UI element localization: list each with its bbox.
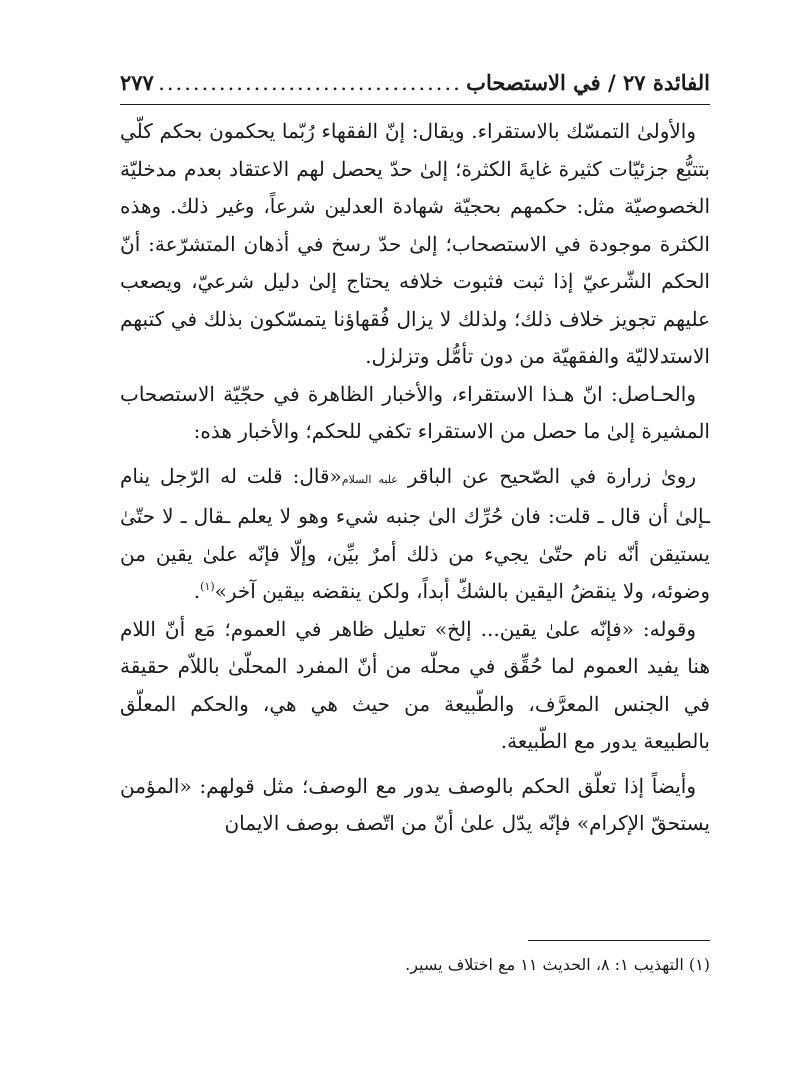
quoted-narration: «قال: قلت له الرّجل ينام ـإلىٰ أن قال ـ قلت: فان حُرِّك الىٰ جنبه شيء وهو لا يعلم ـقال ـ لا حتّىٰ يستيقن أنّه نام حتّىٰ يجيء من ذلك أمرٌ بيِّن، وإلّا فإنّه علىٰ يقين من وضوئه، ولا ينقضُ اليقين بالشكّ أبداً، ولكن ينقضه بيقين آخر» (120, 463, 710, 603)
honorific-abbreviation: عليه السلام (341, 472, 398, 486)
paragraph-3 (120, 458, 710, 611)
body-text (120, 113, 710, 843)
leader-dots: ................................... (158, 71, 462, 95)
footnote-area (120, 940, 710, 977)
chapter-title: الفائدة ٢٧ / في الاستصحاب (466, 70, 710, 95)
footnote-reference: (١) (200, 580, 215, 593)
header-rule (120, 104, 710, 105)
page-number: ٢٧٧ (120, 70, 154, 95)
paragraph-4: وقوله: «فإنّه علىٰ يقين... إلخ» تعليل ظاهر في العموم؛ مَع أنّ اللام هنا يفيد العموم لما حُقِّق في محلّه من أنّ المفرد المحلّىٰ باللاّم حقيقة في الجنس المعرَّف، والطّبيعة من حيث هي هي، والحكم المعلّق بالطبيعة يدور مع الطّبيعة. (120, 616, 710, 753)
paragraph-3-start: روىٰ زرارة في الصّحيح عن الباقر (407, 463, 697, 488)
paragraph-5: وأيضاً إذا تعلّق الحكم بالوصف يدور مع الوصف؛ مثل قولهم: «المؤمن يستحقّ الإكرام» فإنّه يدّل علىٰ أنّ من اتّصف بوصف الايمان (120, 773, 710, 835)
footnote-rule (528, 940, 710, 941)
paragraph-1: والأولىٰ التمسّك بالاستقراء. ويقال: إنّ الفقهاء رُبّما يحكمون بحكم كلّي بتتبُّع جزئيّات كثيرة غايةَ الكثرة؛ إلىٰ حدّ يحصل لهم الاعتقاد بعدم مدخليّة الخصوصيّة مثل: حكمهم بحجيّة شهادة العدلين شرعاً، وغير ذلك. وهذه الكثرة موجودة في الاستصحاب؛ إلىٰ حدّ رسخ في أذهان المتشرّعة: أنّ الحكم الشّرعيّ إذا ثبت فثبوت خلافه يحتاج إلىٰ دليل شرعيّ، ويصعب عليهم تجويز خلاف ذلك؛ ولذلك لا يزال فُقهاؤنا يتمسّكون بذلك في كتبهم الاستدلاليّة والفقهيّة من دون تأمُّل وتزلزل. (120, 119, 710, 368)
book-page (120, 70, 710, 1070)
footnote-1: (١) التهذيب ١: ٨، الحديث ١١ مع اختلاف يسير. (405, 955, 710, 974)
running-header (120, 70, 710, 104)
paragraph-2: والحـاصل: انّ هـذا الاستقراء، والأخبار الظاهرة في حجّيّة الاستصحاب المشيرة إلىٰ ما حصل من الاستقراء تكفي للحكم؛ والأخبار هذه: (120, 381, 710, 443)
paragraph-3-end: . (193, 579, 201, 603)
